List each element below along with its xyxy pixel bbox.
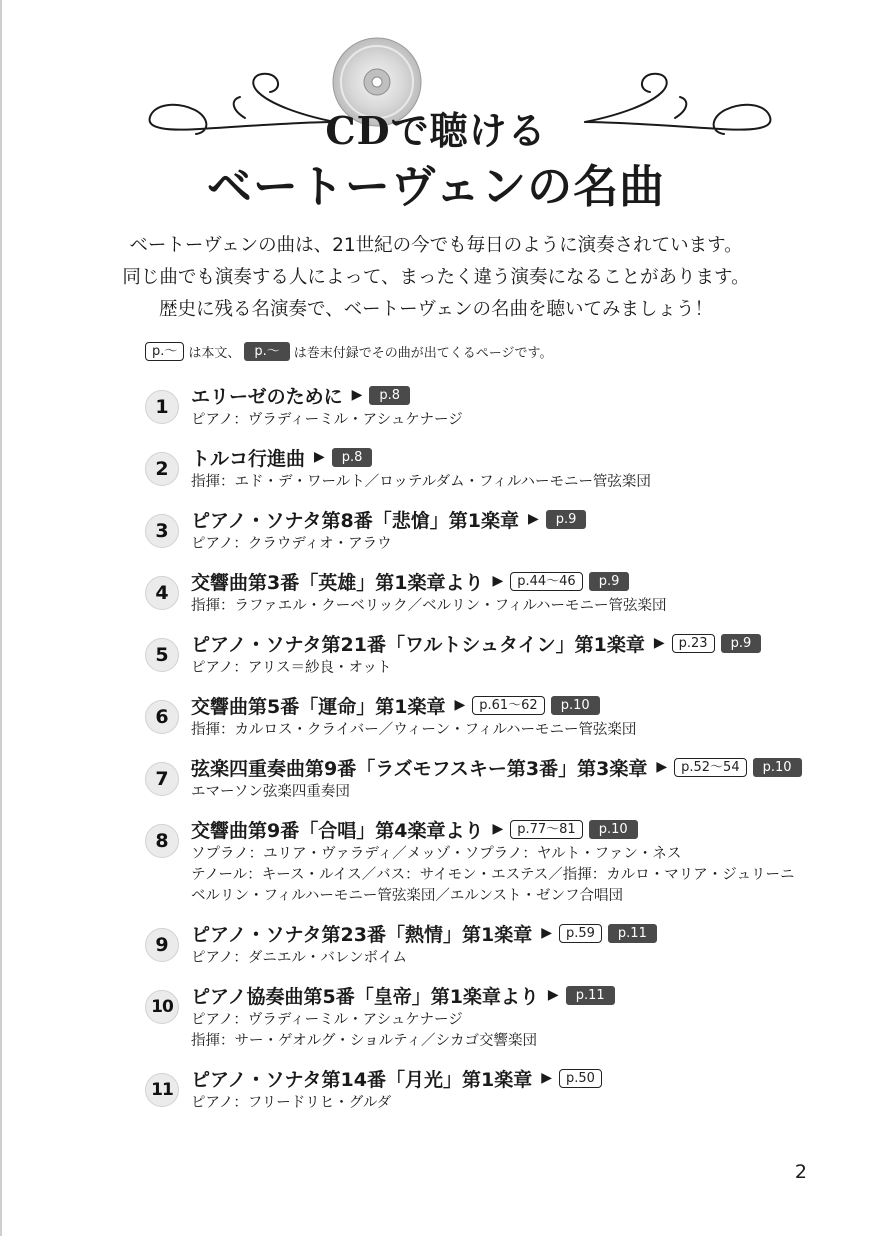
play-arrow-icon: ▶	[351, 387, 363, 403]
track-item	[145, 814, 845, 907]
performer-line: 指揮：ラファエル・クーベリック／ベルリン・フィルハーモニー管弦楽団	[191, 598, 667, 614]
track-number-badge: 10	[145, 990, 179, 1024]
play-arrow-icon: ▶	[454, 697, 466, 713]
performer-line: ピアノ：アリス＝紗良・オット	[191, 660, 392, 676]
text-page-badge: p.50	[559, 1069, 602, 1088]
play-arrow-icon: ▶	[314, 449, 325, 465]
play-arrow-icon: ▶	[541, 1070, 552, 1086]
track-number-badge: 11	[145, 1073, 179, 1107]
appendix-page-badge: p.11	[566, 986, 615, 1005]
track-title-line	[191, 628, 845, 658]
track-title-line	[191, 752, 845, 782]
performer-line: 指揮：サー・ゲオルグ・ショルティ／シカゴ交響楽団	[191, 1033, 537, 1049]
track-item	[145, 752, 845, 803]
track-number-badge: 3	[145, 514, 179, 548]
track-number-badge: 7	[145, 762, 179, 796]
track-item	[145, 504, 845, 555]
track-title: ピアノ・ソナタ第8番「悲愴」第1楽章	[191, 509, 519, 532]
track-item	[145, 442, 845, 493]
track-title-line	[191, 504, 845, 534]
play-arrow-icon: ▶	[653, 635, 665, 651]
track-number-badge: 8	[145, 824, 179, 858]
track-title-line	[191, 566, 845, 596]
track-item	[145, 918, 845, 969]
track-number-badge: 6	[145, 700, 179, 734]
performer-line: 指揮：カルロス・クライバー／ウィーン・フィルハーモニー管弦楽団	[191, 722, 637, 738]
performer-line: ピアノ：ヴラディーミル・アシュケナージ	[191, 412, 463, 428]
track-title-line	[191, 380, 845, 410]
performer-line: ソプラノ：ユリア・ヴァラディ／メッゾ・ソプラノ：ヤルト・ファン・ネス	[191, 846, 682, 862]
track-title: トルコ行進曲	[191, 447, 306, 470]
performer-line: ベルリン・フィルハーモニー管弦楽団／エルンスト・ゼンフ合唱団	[191, 888, 624, 904]
appendix-page-badge: p.10	[551, 696, 600, 715]
text-page-badge: p.52～54	[674, 758, 746, 777]
track-title-line	[191, 980, 845, 1010]
performer-line: ピアノ：クラウディオ・アラウ	[191, 536, 392, 552]
track-title: ピアノ・ソナタ第14番「月光」第1楽章	[191, 1068, 533, 1091]
track-title-line	[191, 918, 845, 948]
play-arrow-icon: ▶	[547, 987, 559, 1003]
play-arrow-icon: ▶	[492, 821, 504, 837]
track-title-line	[191, 814, 845, 844]
track-title: 交響曲第3番「英雄」第1楽章より	[191, 571, 484, 594]
track-title: 交響曲第5番「運命」第1楽章	[191, 695, 446, 718]
track-number-badge: 9	[145, 928, 179, 962]
text-page-badge: p.23	[672, 634, 715, 653]
appendix-page-badge: p.9	[546, 510, 587, 529]
intro-line-3: 歴史に残る名演奏で、ベートーヴェンの名曲を聴いてみましょう！	[159, 299, 713, 320]
track-title-line	[191, 442, 845, 472]
appendix-page-badge: p.9	[589, 572, 630, 591]
text-page-badge: p.77～81	[510, 820, 582, 839]
track-title: 交響曲第9番「合唱」第4楽章より	[191, 819, 484, 842]
track-title: ピアノ・ソナタ第21番「ワルトシュタイン」第1楽章	[191, 633, 645, 656]
play-arrow-icon: ▶	[492, 573, 504, 589]
track-list	[145, 380, 845, 1125]
track-number-badge: 4	[145, 576, 179, 610]
appendix-page-badge: p.9	[721, 634, 762, 653]
page-legend	[145, 342, 553, 361]
legend-text-2: は巻末付録でその曲が出てくるページです。	[293, 346, 553, 361]
performer-line: 指揮：エド・デ・ワールト／ロッテルダム・フィルハーモニー管弦楽団	[191, 474, 651, 490]
appendix-page-badge: p.8	[369, 386, 410, 405]
appendix-page-badge: p.8	[332, 448, 373, 467]
performer-line: エマーソン弦楽四重奏団	[191, 784, 350, 800]
track-item	[145, 380, 845, 431]
intro-text	[0, 230, 872, 326]
text-page-badge: p.59	[559, 924, 602, 943]
track-title: 弦楽四重奏曲第9番「ラズモフスキー第3番」第3楽章	[191, 757, 648, 780]
track-title-line	[191, 1063, 845, 1093]
legend-outline-badge: p.～	[145, 342, 184, 361]
track-item	[145, 690, 845, 741]
track-number-badge: 1	[145, 390, 179, 424]
text-page-badge: p.61～62	[472, 696, 544, 715]
play-arrow-icon: ▶	[541, 925, 552, 941]
legend-text-1: は本文、	[188, 346, 241, 361]
appendix-page-badge: p.10	[753, 758, 802, 777]
track-title: ピアノ協奏曲第5番「皇帝」第1楽章より	[191, 985, 539, 1008]
play-arrow-icon: ▶	[656, 759, 668, 775]
intro-line-2: 同じ曲でも演奏する人によって、まったく違う演奏になることがあります。	[122, 267, 750, 288]
track-number-badge: 2	[145, 452, 179, 486]
legend-filled-badge: p.～	[244, 342, 289, 361]
track-title-line	[191, 690, 845, 720]
track-title: エリーゼのために	[191, 385, 343, 408]
track-title: ピアノ・ソナタ第23番「熱情」第1楽章	[191, 923, 533, 946]
performer-line: ピアノ：ダニエル・バレンボイム	[191, 950, 407, 966]
performer-line: テノール：キース・ルイス／バス：サイモン・エステス／指揮：カルロ・マリア・ジュリーニ	[191, 867, 795, 883]
performer-line: ピアノ：フリードリヒ・グルダ	[191, 1095, 392, 1111]
play-arrow-icon: ▶	[527, 511, 539, 527]
header	[0, 0, 872, 230]
track-item	[145, 980, 845, 1052]
page-number: 2	[794, 1161, 807, 1183]
appendix-page-badge: p.11	[608, 924, 657, 943]
intro-line-1: ベートーヴェンの曲は、21世紀の今でも毎日のように演奏されています。	[129, 235, 743, 256]
track-item	[145, 1063, 845, 1114]
track-item	[145, 566, 845, 617]
track-item	[145, 628, 845, 679]
title-line-2: ベートーヴェンの名曲	[206, 160, 666, 213]
text-page-badge: p.44～46	[510, 572, 582, 591]
title-line-1: CDで聴ける	[325, 108, 547, 153]
performer-line: ピアノ：ヴラディーミル・アシュケナージ	[191, 1012, 463, 1028]
track-number-badge: 5	[145, 638, 179, 672]
appendix-page-badge: p.10	[589, 820, 638, 839]
